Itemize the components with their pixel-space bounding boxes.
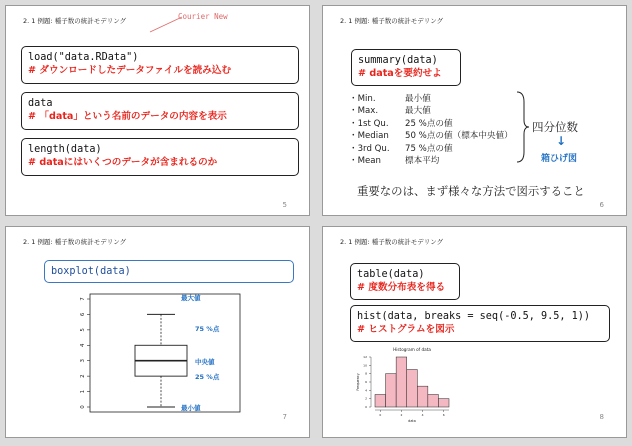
x-tick-label: 6 — [442, 413, 445, 417]
slide-6 — [322, 5, 627, 216]
hist-bar — [407, 370, 418, 408]
y-tick-label: 6 — [365, 380, 367, 384]
y-tick-label: 1 — [80, 389, 86, 394]
code-data: data — [28, 98, 53, 109]
boxplot-chart — [76, 292, 246, 417]
code-box-summary — [351, 49, 461, 86]
y-tick-label: 2 — [365, 396, 367, 401]
label-q1: 25 %点 — [195, 373, 220, 381]
label-min: 最小値 — [181, 404, 201, 412]
y-axis-label: Frequency — [356, 373, 360, 391]
arrow-down-icon: ↓ — [556, 134, 567, 148]
code-box-boxplot — [44, 260, 294, 283]
x-tick-label: 0 — [379, 413, 382, 417]
y-tick-label: 10 — [363, 363, 367, 368]
code-boxplot: boxplot(data) — [51, 266, 131, 277]
y-tick-label: 6 — [80, 312, 86, 317]
y-tick-label: 0 — [365, 405, 367, 409]
summary-key: ・Max. — [349, 106, 379, 117]
summary-value: 50 %点の値（標本中央値） — [405, 131, 513, 142]
x-tick-label: 4 — [421, 413, 424, 417]
summary-value: 最小値 — [405, 94, 431, 104]
summary-value: 75 %点の値 — [405, 143, 453, 154]
y-tick-label: 5 — [80, 328, 86, 332]
hist-bar — [428, 395, 439, 408]
slide-header: 2. 1 例題: 種子数の統計モデリング — [23, 17, 127, 25]
summary-key: ・Min. — [349, 94, 376, 104]
summary-key: ・Median — [349, 131, 389, 142]
conclusion-text: 重要なのは、まず様々な方法で図示すること — [357, 184, 585, 198]
page-number: 7 — [282, 413, 287, 421]
slide-header: 2. 1 例題: 種子数の統計モデリング — [340, 238, 444, 246]
code-load: load("data.RData") — [28, 52, 139, 63]
y-tick-label: 4 — [80, 343, 86, 348]
summary-value: 標本平均 — [405, 156, 440, 166]
page-number: 8 — [599, 413, 604, 421]
code-box-table — [350, 263, 460, 300]
label-q3: 75 %点 — [195, 325, 220, 333]
y-tick-label: 12 — [363, 355, 367, 359]
histogram-chart — [353, 345, 463, 425]
code-box-load — [21, 46, 299, 84]
slide-header: 2. 1 例題: 種子数の統計モデリング — [23, 238, 127, 246]
slide-8 — [322, 226, 627, 438]
hist-bar — [375, 395, 386, 408]
x-tick-label: 2 — [400, 413, 403, 417]
label-median: 中央値 — [195, 358, 215, 366]
y-tick-label: 0 — [80, 405, 86, 409]
x-axis-label: data — [408, 419, 416, 423]
y-tick-label: 2 — [80, 374, 86, 378]
y-tick-label: 4 — [365, 388, 367, 393]
brace — [515, 90, 531, 164]
summary-value: 25 %点の値 — [405, 118, 453, 129]
summary-key: ・3rd Qu. — [349, 143, 390, 154]
courier-pointer-line — [146, 14, 186, 36]
comment-load: # ダウンロードしたデータファイルを読み込む — [28, 65, 232, 76]
code-length: length(data) — [28, 144, 102, 155]
quartile-label: 四分位数 — [532, 120, 578, 134]
hist-bar — [386, 374, 397, 407]
courier-note: Courier New — [178, 12, 228, 21]
page-number: 6 — [599, 201, 604, 209]
summary-value: 最大値 — [405, 106, 431, 117]
comment-data: # 「data」という名前のデータの内容を表示 — [28, 111, 227, 122]
hist-bar — [438, 399, 449, 407]
slide-7 — [5, 226, 310, 438]
code-hist: hist(data, breaks = seq(-0.5, 9.5, 1)) — [357, 311, 591, 322]
summary-key: ・1st Qu. — [349, 118, 389, 129]
hist-bar — [417, 386, 428, 407]
summary-key: ・Mean — [349, 156, 382, 166]
comment-hist: # ヒストグラムを図示 — [357, 324, 455, 335]
code-box-length — [21, 138, 299, 176]
boxplot-label: 箱ひげ図 — [541, 154, 578, 164]
label-max: 最大値 — [181, 294, 201, 302]
y-tick-label: 3 — [80, 358, 86, 363]
hist-bar — [396, 357, 407, 407]
hist-title: Histogram of data — [393, 347, 431, 352]
y-tick-label: 8 — [365, 371, 367, 376]
code-box-data — [21, 92, 299, 130]
code-box-hist — [350, 305, 610, 342]
code-table: table(data) — [357, 269, 425, 280]
slide-header: 2. 1 例題: 種子数の統計モデリング — [340, 17, 444, 25]
code-summary: summary(data) — [358, 55, 438, 66]
y-tick-label: 7 — [80, 297, 86, 301]
slide-5 — [5, 5, 310, 216]
comment-summary: # dataを要約せよ — [358, 68, 442, 79]
comment-length: # dataにはいくつのデータが含まれるのか — [28, 157, 218, 168]
comment-table: # 度数分布表を得る — [357, 282, 446, 293]
page-number: 5 — [282, 201, 287, 209]
